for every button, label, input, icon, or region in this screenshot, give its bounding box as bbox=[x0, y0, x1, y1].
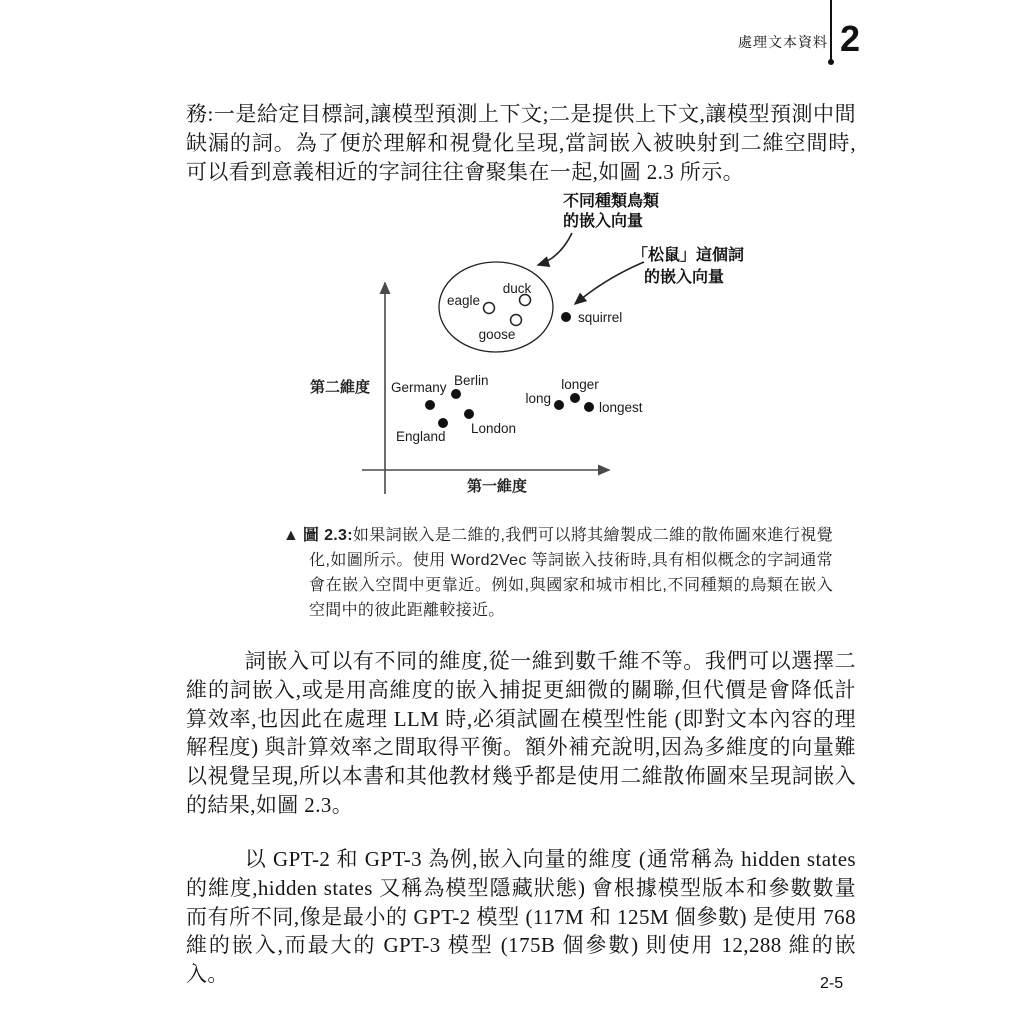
point-label-eagle: eagle bbox=[446, 293, 480, 308]
annotation-birds-line1: 不同種類鳥類 bbox=[563, 193, 660, 210]
chapter-rule-dot bbox=[828, 59, 834, 65]
annotation-squirrel-line1: 「松鼠」這個詞 bbox=[632, 247, 745, 264]
point-label-long: long bbox=[525, 391, 551, 406]
point-label-Germany: Germany bbox=[391, 380, 447, 395]
paragraph-gpt-examples: 以 GPT-2 和 GPT-3 為例,嵌入向量的維度 (通常稱為 hidden states 的維度,hidden states 又稱為模型隱藏狀態) 會根據模型版本和參數數量而有所不同,像是最小的 GPT-2 模型 (117M 和 125M 個參數) 是使用 768 維的嵌入,而最大的 GPT-3 模型 (175B 個參數) 則使用 12,288 維的嵌入。 bbox=[186, 847, 856, 987]
point-label-Berlin: Berlin bbox=[454, 373, 489, 388]
point-longest bbox=[584, 402, 594, 412]
point-label-England: England bbox=[396, 429, 446, 444]
chapter-rule-line bbox=[830, 0, 832, 61]
point-label-duck: duck bbox=[502, 281, 532, 296]
point-London bbox=[464, 409, 474, 419]
point-Berlin bbox=[451, 389, 461, 399]
chapter-number: 2 bbox=[840, 18, 861, 59]
point-label-longest: longest bbox=[599, 400, 643, 415]
figure-caption bbox=[283, 523, 833, 623]
point-eagle bbox=[484, 303, 495, 314]
point-label-goose: goose bbox=[478, 327, 516, 342]
x-axis-label: 第一維度 bbox=[467, 478, 528, 495]
figure-2-3-scatter-plot bbox=[270, 185, 770, 500]
annotation-birds-line2: 的嵌入向量 bbox=[563, 213, 644, 230]
point-duck bbox=[520, 295, 531, 306]
point-label-longer: longer bbox=[561, 377, 599, 392]
annotation-squirrel-arrow bbox=[575, 262, 644, 304]
point-squirrel bbox=[561, 312, 571, 322]
page-number: 2-5 bbox=[820, 975, 844, 992]
caption-text: 如果詞嵌入是二維的,我們可以將其繪製成二維的散佈圖來進行視覺化,如圖所示。使用 Word2Vec 等詞嵌入技術時,具有相似概念的字詞通常會在嵌入空間中更靠近。例如,與國家和城市相比,不同種類的鳥類在嵌入空間中的彼此距離較接近。 bbox=[309, 527, 833, 619]
scatter-points-layer bbox=[391, 281, 643, 444]
point-Germany bbox=[425, 400, 435, 410]
point-label-squirrel: squirrel bbox=[578, 310, 623, 325]
y-axis-label: 第二維度 bbox=[310, 379, 371, 396]
caption-triangle-icon: ▲ bbox=[283, 527, 300, 544]
point-England bbox=[438, 418, 448, 428]
point-goose bbox=[511, 315, 522, 326]
paragraph-intro: 務:一是給定目標詞,讓模型預測上下文;二是提供上下文,讓模型預測中間缺漏的詞。為了便於理解和視覺化呈現,當詞嵌入被映射到二維空間時,可以看到意義相近的字詞往往會聚集在一起,如圖 2.3 所示。 bbox=[186, 102, 856, 184]
annotation-squirrel-line2: 的嵌入向量 bbox=[644, 269, 725, 286]
chapter-title: 處理文本資料 bbox=[738, 34, 828, 50]
caption-label: 圖 2.3: bbox=[302, 527, 353, 544]
paragraph-dimensions: 詞嵌入可以有不同的維度,從一維到數千維不等。我們可以選擇二維的詞嵌入,或是用高維度的嵌入捕捉更細微的關聯,但代價是會降低計算效率,也因此在處理 LLM 時,必須試圖在模型性能 (即對文本內容的理解程度) 與計算效率之間取得平衡。額外補充說明,因為多維度的向量難以視覺呈現,所以本書和其他教材幾乎都是使用二維散佈圖來呈現詞嵌入的結果,如圖 2.3。 bbox=[186, 649, 856, 817]
point-longer bbox=[570, 393, 580, 403]
point-long bbox=[554, 400, 564, 410]
annotation-birds-arrow bbox=[538, 233, 572, 265]
point-label-London: London bbox=[471, 421, 517, 436]
